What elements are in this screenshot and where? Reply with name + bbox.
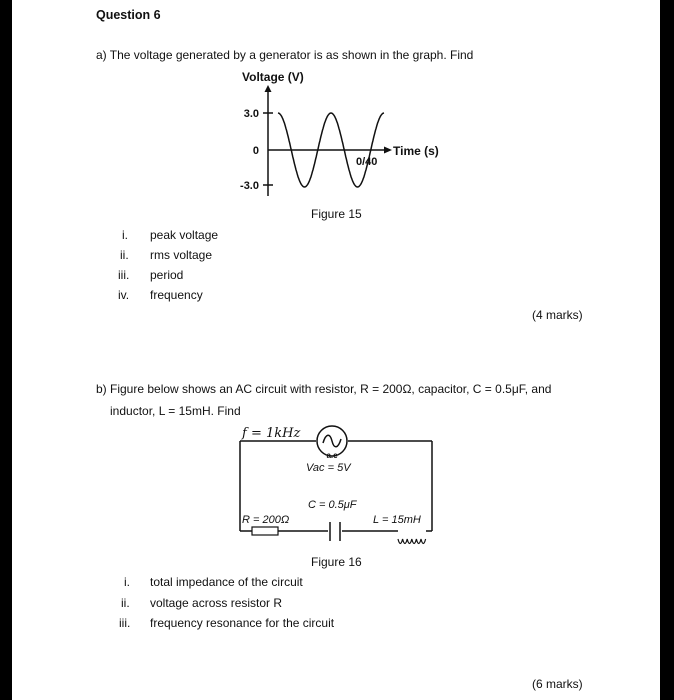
item-number: iv. <box>118 288 130 302</box>
item-text: frequency <box>150 288 203 302</box>
capacitor-label: C = 0.5μF <box>308 499 357 511</box>
inductor-coil-symbol <box>398 539 426 544</box>
item-number: iii. <box>118 268 130 282</box>
y-tick-label-top: 3.0 <box>243 108 259 120</box>
part-b-prompt-line2: inductor, L = 15mH. Find <box>110 404 241 418</box>
ac-circuit-diagram <box>12 0 660 560</box>
figure-16-caption: Figure 16 <box>311 555 362 569</box>
inductor-label: L = 15mH <box>373 514 421 526</box>
question-title: Question 6 <box>96 8 161 22</box>
source-voltage-label: Vac = 5V <box>306 462 351 474</box>
item-number: iii. <box>119 616 131 630</box>
item-text: frequency resonance for the circuit <box>150 616 335 630</box>
part-a-marks: (4 marks) <box>532 308 583 322</box>
chart-xlabel: Time (s) <box>393 144 439 158</box>
figure-15-caption: Figure 15 <box>311 207 362 221</box>
x-tick-label: 0/40 <box>356 156 378 168</box>
item-text: total impedance of the circuit <box>150 575 303 589</box>
resistor-label: R = 200Ω <box>242 514 290 526</box>
item-text: voltage across resistor R <box>150 595 283 610</box>
part-b-prompt-line1: b) Figure below shows an AC circuit with resistor, R = 200Ω, capacitor, C = 0.5μF, and <box>96 382 552 396</box>
item-text: rms voltage <box>150 248 213 262</box>
part-a-prompt: a) The voltage generated by a generator is as shown in the graph. Find <box>96 48 474 62</box>
y-tick-label-zero: 0 <box>252 145 259 157</box>
question-page <box>12 0 660 700</box>
item-number: ii. <box>121 595 130 610</box>
part-b-marks: (6 marks) <box>532 677 583 691</box>
item-text: peak voltage <box>150 228 219 242</box>
item-number: i. <box>122 228 128 242</box>
resistor-symbol <box>252 527 278 535</box>
chart-ylabel: Voltage (V) <box>242 70 304 84</box>
item-text: period <box>150 268 184 282</box>
item-number: ii. <box>120 248 129 262</box>
item-number: i. <box>124 575 130 589</box>
y-tick-label-bottom: -3.0 <box>240 180 259 192</box>
ac-source-tag: a.c <box>326 451 338 460</box>
frequency-label: f = 1kHz <box>242 426 301 441</box>
